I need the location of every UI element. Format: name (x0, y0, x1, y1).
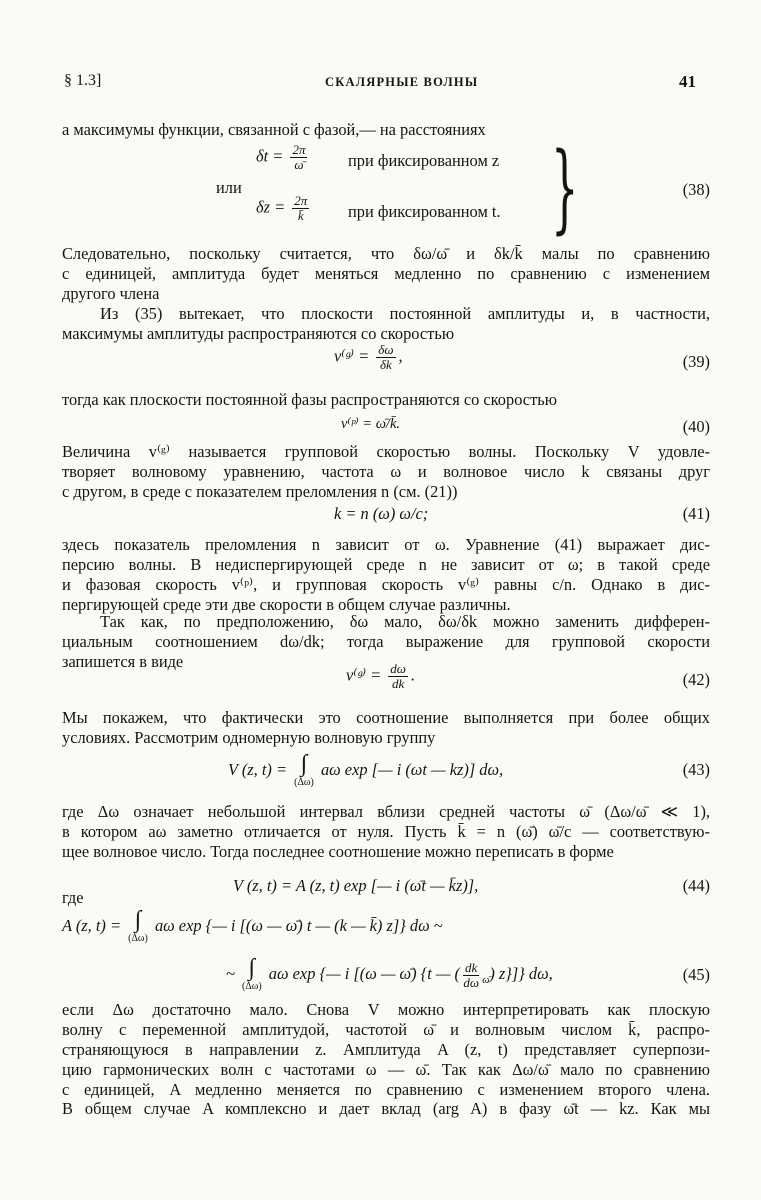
eq39 (334, 343, 403, 372)
eq41: k = n (ω) ω/c; (334, 504, 429, 523)
text-line: волну с переменной амплитудой, частотой ω̄ и волновым числом k̄, распро- (62, 1019, 710, 1039)
text-line: с единицей, амплитуда будет меняться медленно по сравнению с изменением (62, 263, 710, 283)
eq-number-44: (44) (682, 876, 710, 895)
section-number: § 1.3] (64, 72, 102, 89)
eq45-b-end: ) z}]} dω, (489, 963, 553, 983)
eq-number-38: (38) (682, 180, 710, 199)
eq38-b-fraction (292, 194, 309, 223)
right-brace: } (551, 132, 579, 244)
eq45-row-a (62, 908, 443, 946)
text-line: в котором aω заметно отличается от нуля. Пусть k̄ = n (ω̄) ω̄/c — соответствую- (62, 821, 710, 841)
running-title: СКАЛЯРНЫЕ ВОЛНЫ (325, 75, 479, 89)
paragraph (62, 304, 710, 344)
paragraph (62, 244, 710, 304)
text-line: Мы покажем, что фактически это соотношение выполняется при более общих (62, 708, 710, 727)
text-line: другого члена (62, 283, 160, 303)
paragraph (62, 802, 710, 862)
text-line: творяет волновому уравнению, частота ω и волновое число k связаны друг (62, 461, 710, 481)
eq-number-42: (42) (682, 670, 710, 689)
eq-number-45: (45) (682, 965, 710, 984)
integral-sign: ∫ (Δω) (128, 907, 148, 944)
text-line: цию гармонических волн с частотами ω — ω̄. Так как Δω/ω̄ мало по сравнению (62, 1059, 710, 1079)
eq38-row-a (256, 143, 310, 172)
text-line: условиях. Рассмотрим одномерную волновую группу (62, 727, 436, 747)
eq38-a-condition: при фиксированном z (348, 151, 500, 170)
eq45-b-fraction (463, 961, 479, 990)
eq40: v⁽ᵖ⁾ = ω̄/k̄. (341, 416, 401, 432)
eq38-a-num: 2π (292, 142, 306, 157)
paragraph (62, 442, 710, 502)
eq42-tail: . (410, 665, 416, 685)
text-line: Из (35) вытекает, что плоскости постоянной амплитуды и, в частности, (100, 304, 710, 323)
eq42-lhs: v⁽ᵍ⁾ = (346, 665, 382, 685)
text-line: и фазовая скорость v⁽ᵖ⁾, и групповая скорость v⁽ᵍ⁾ равны c/n. Однако в дис- (62, 574, 710, 594)
text-line: щее волновое число. Тогда последнее соотношение можно переписать в форме (62, 841, 614, 861)
eq-number-43: (43) (682, 760, 710, 779)
eq39-tail: , (398, 346, 403, 366)
page-number: 41 (679, 72, 696, 91)
text-line: тогда как плоскости постоянной фазы распространяются со скоростью (62, 390, 557, 409)
eq-number-39: (39) (682, 352, 710, 371)
text-line: Так как, по предположению, δω мало, δω/δk можно заменить дифферен- (100, 612, 710, 631)
eq38-a-den: ω̄ (294, 157, 304, 172)
eq45-b-pre: ~ (226, 963, 235, 983)
text-line: с другом, в среде с показателем преломления n (см. (21)) (62, 481, 458, 501)
text-line: Следовательно, поскольку считается, что δω/ω̄ и δk/k̄ малы по сравнению (62, 244, 710, 263)
text-line: В общем случае A комплексно и дает вклад (arg A) в фазу ω̄t — kz. Как мы (62, 1099, 710, 1119)
eq45-row-b (226, 956, 553, 994)
eq38-row-b (256, 194, 312, 223)
eq38-b-lhs: δz = (256, 197, 286, 217)
text-gde: где (62, 888, 84, 907)
eq45-a-rhs: aω exp {— i [(ω — ω̄) t — (k — k̄) z]} dω ~ (154, 915, 443, 935)
text-line: здесь показатель преломления n зависит от ω. Уравнение (41) выражает дис- (62, 535, 710, 554)
text-line: Величина v⁽ᵍ⁾ называется групповой скоростью волны. Поскольку V удовле- (62, 442, 710, 461)
text-line: циальным соотношением dω/dk; тогда выражение для групповой скорости (62, 631, 710, 651)
text-line: пергирующей среде эти две скорости в общем случае различны. (62, 594, 511, 614)
eq45-b-mid: aω exp {— i [(ω — ω̄) {t — ( (268, 963, 461, 983)
text-line: а максимумы функции, связанной с фазой,— на расстояниях (62, 120, 486, 139)
eq43 (228, 752, 503, 790)
text-line: максимумы амплитуды распространяются со скоростью (62, 323, 455, 343)
text-line: с единицей, A медленно меняется по сравнению с изменением второго члена. (62, 1079, 710, 1099)
eq42-den: dk (391, 676, 405, 691)
text-line: где Δω означает небольшой интервал вблизи средней частоты ω̄ (Δω/ω̄ ≪ 1), (62, 802, 710, 821)
eq38-a-lhs: δt = (256, 146, 284, 166)
eq42-num: dω (390, 661, 406, 676)
eq38-b-den: k̄ (297, 208, 304, 223)
eq39-lhs: v⁽ᵍ⁾ = (334, 346, 370, 366)
eq45-b-num: dk (465, 959, 478, 975)
text-line: запишется в виде (62, 651, 184, 671)
integral-sign: ∫ (Δω) (241, 955, 262, 992)
eq38-or: или (216, 178, 242, 197)
text-line: если Δω достаточно мало. Снова V можно интерпретировать как плоскую (62, 1000, 710, 1019)
paragraph (62, 708, 710, 748)
eq45-b-sub: ω̄ (482, 975, 490, 987)
eq-number-40: (40) (682, 417, 710, 436)
eq38-b-num: 2π (294, 193, 308, 208)
eq-number-41: (41) (682, 504, 710, 523)
eq45-a-lhs: A (z, t) = (62, 915, 122, 935)
eq43-lhs: V (z, t) = (228, 759, 288, 779)
paragraph (62, 535, 710, 615)
text-line: страняющуюся в направлении z. Амплитуда A (z, t) представляет суперпози- (62, 1039, 710, 1059)
eq39-den: δk (379, 357, 392, 372)
eq42 (346, 662, 415, 691)
eq45-b-den: dω (463, 974, 479, 990)
eq44: V (z, t) = A (z, t) exp [— i (ω̄t — k̄z)], (233, 876, 479, 895)
eq42-fraction (388, 662, 408, 691)
integral-sign: ∫ (Δω) (294, 751, 314, 788)
eq43-rhs: aω exp [— i (ωt — kz)] dω, (320, 759, 504, 779)
text-line: персию волны. В недиспергирующей среде n не зависит от ω; в такой среде (62, 554, 710, 574)
eq39-num: δω (378, 342, 394, 357)
eq38-b-condition: при фиксированном t. (348, 202, 501, 221)
paragraph (62, 1000, 710, 1119)
eq39-fraction (376, 343, 395, 372)
eq38-a-fraction (290, 143, 307, 172)
